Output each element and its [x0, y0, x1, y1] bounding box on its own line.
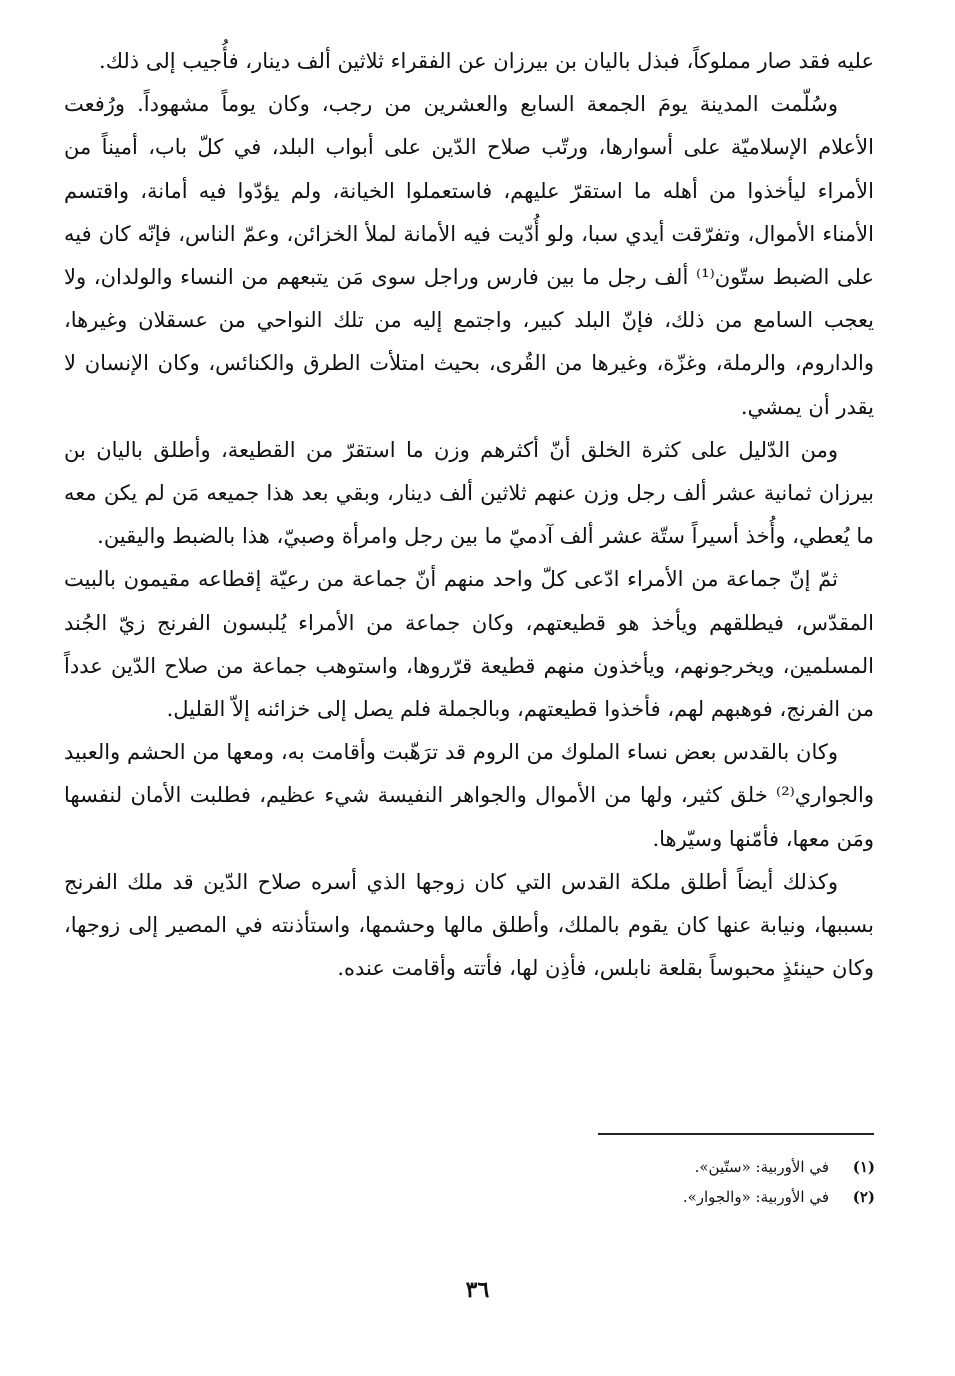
- footnotes: [375, 1152, 875, 1212]
- footnote-1: [375, 1152, 875, 1182]
- paragraph-5: وكان بالقدس بعض نساء الملوك من الروم قد ترَهّبت وأقامت به، ومعها من الحشم والعبيد والجواري⁽²⁾ خلق كثير، ولها من الأموال والجواهر النفيسة شيء عظيم، فطلبت الأمان لنفسها ومَن معها، فأمّنها وسيّرها.: [64, 740, 874, 851]
- paragraph-4: ثمّ إنّ جماعة من الأمراء ادّعى كلّ واحد منهم أنّ جماعة من رعيّة إقطاعه مقيمون بالبيت المقدّس، فيطلقهم ويأخذ هو قطيعتهم، وكان جماعة من الأمراء يُلبسون الفرنج زيّ الجُند المسلمين، ويخرجونهم، ويأخذون منهم قطيعة قرّروها، واستوهب جماعة من صلاح الدّين عدداً من الفرنج، فوهبهم لهم، فأخذوا قطيعتهم، وبالجملة فلم يصل إلى خزائنه إلاّ القليل.: [64, 567, 874, 722]
- footnote-2-text: في الأوربية: «والجوار».: [682, 1188, 829, 1206]
- page-body: [64, 40, 874, 990]
- footnote-2: [375, 1182, 875, 1212]
- footnote-divider: [598, 1133, 874, 1135]
- paragraph-3: ومن الدّليل على كثرة الخلق أنّ أكثرهم وزن ما استقرّ من القطيعة، وأطلق باليان بن بيرزان ثمانية عشر ألف رجل وزن عنهم ثلاثين ألف دينار، وبقي بعد هذا جميعه مَن لم يكن معه ما يُعطي، وأُخذ أسيراً ستّة عشر ألف آدميّ ما بين رجل وامرأة وصبيّ، هذا بالضبط واليقين.: [64, 437, 874, 549]
- paragraph-6: وكذلك أيضاً أطلق ملكة القدس التي كان زوجها الذي أسره صلاح الدّين قد ملك الفرنج بسببها، ونيابة عنها كان يقوم بالملك، وأطلق مالها وحشمها، واستأذنته في المصير إلى زوجها، وكان حينئذٍ محبوساً بقلعة نابلس، فأذِن لها، فأتته وأقامت عنده.: [64, 869, 874, 981]
- footnote-1-number: (١): [852, 1158, 875, 1176]
- page-number: ٣٦: [465, 1277, 490, 1303]
- footnote-2-number: (٢): [852, 1188, 875, 1206]
- footnote-1-text: في الأوربية: «ستّين».: [694, 1158, 829, 1176]
- paragraph-2: وسُلّمت المدينة يومَ الجمعة السابع والعشرين من رجب، وكان يوماً مشهوداً. ورُفعت الأعلام الإسلاميّة على أسوارها، ورتّب صلاح الدّين على أبواب البلد، في كلّ باب، أميناً من الأمراء ليأخذوا من أهله ما استقرّ عليهم، فاستعملوا الخيانة، ولم يؤدّوا فيه أمانة، واقتسم الأمناء الأموال، وتفرّقت أيدي سبا، ولو أُدّيت فيه الأمانة لملأ الخزائن، وعمّ الناس، فإنّه كان فيه على الضبط ستّون⁽¹⁾ ألف رجل ما بين فارس وراجل سوى مَن يتبعهم من النساء والولدان، ولا يعجب السامع من ذلك، فإنّ البلد كبير، واجتمع إليه من تلك النواحي من عسقلان وغيرها، والداروم، والرملة، وغزّة، وغيرها من القُرى، بحيث امتلأت الطرق والكنائس، وكان الإنسان لا يقدر أن يمشي.: [64, 92, 874, 419]
- paragraph-1: عليه فقد صار مملوكاً، فبذل باليان بن بيرزان عن الفقراء ثلاثين ألف دينار، فأُجيب إلى ذلك.: [99, 49, 874, 73]
